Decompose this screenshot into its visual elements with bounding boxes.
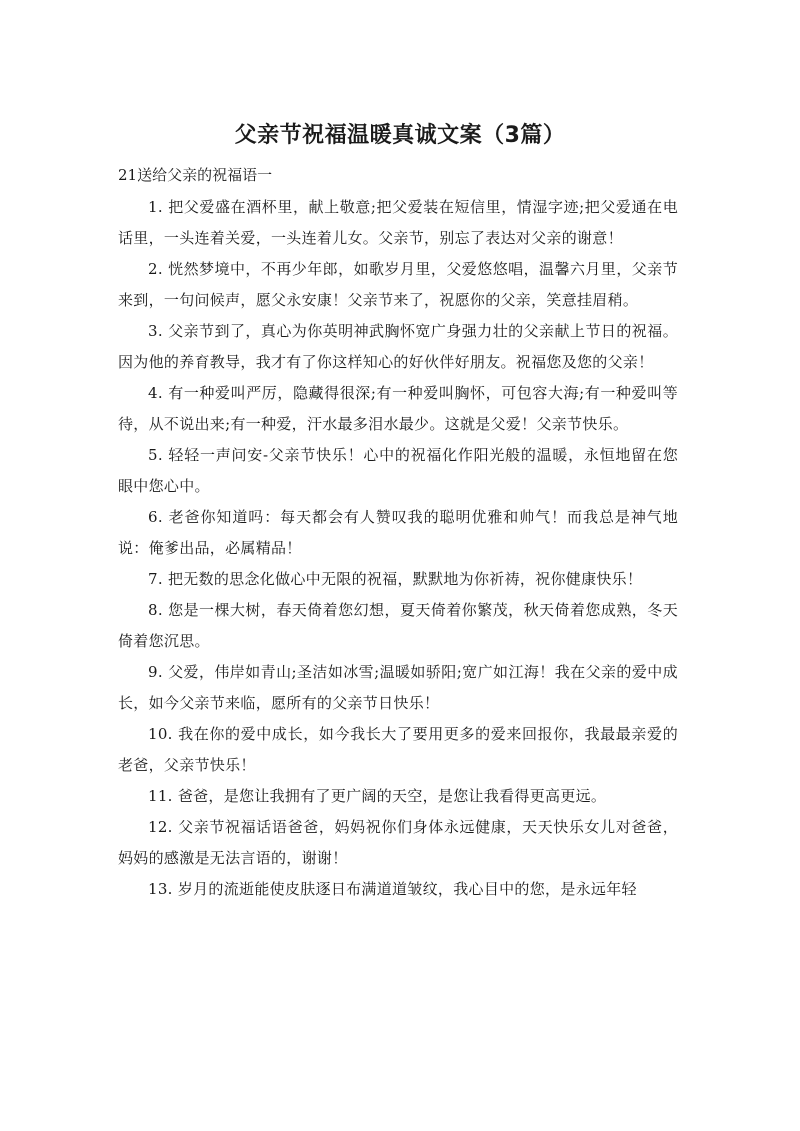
blessing-item-9: 9. 父爱，伟岸如青山;圣洁如冰雪;温暖如骄阳;宽广如江海！我在父亲的爱中成长，如今父亲节来临，愿所有的父亲节日快乐！	[118, 663, 678, 712]
blessing-item-2: 2. 恍然梦境中，不再少年郎，如歌岁月里，父爱悠悠唱，温馨六月里，父亲节来到，一句问候声，愿父永安康！父亲节来了，祝愿你的父亲，笑意挂眉稍。	[118, 260, 678, 309]
blessing-item-6: 6. 老爸你知道吗：每天都会有人赞叹我的聪明优雅和帅气！而我总是神气地说：俺爹出品，必属精品！	[118, 508, 678, 557]
section-heading: 21送给父亲的祝福语一	[118, 166, 273, 184]
blessing-item-10: 10. 我在你的爱中成长，如今我长大了要用更多的爱来回报你，我最最亲爱的老爸，父亲节快乐！	[118, 725, 678, 774]
blessing-item-13: 13. 岁月的流逝能使皮肤逐日布满道道皱纹，我心目中的您，是永远年轻	[148, 880, 637, 898]
blessing-item-8: 8. 您是一棵大树，春天倚着您幻想，夏天倚着你繁茂，秋天倚着您成熟，冬天倚着您沉思。	[118, 601, 678, 650]
blessing-item-12: 12. 父亲节祝福话语爸爸，妈妈祝你们身体永远健康，天天快乐女儿对爸爸，妈妈的感激是无法言语的，谢谢！	[118, 818, 678, 867]
blessing-item-11: 11. 爸爸，是您让我拥有了更广阔的天空，是您让我看得更高更远。	[148, 787, 607, 805]
blessing-item-1: 1. 把父爱盛在酒杯里，献上敬意;把父爱装在短信里，情湿字迹;把父爱通在电话里，一头连着关爱，一头连着儿女。父亲节，别忘了表达对父亲的谢意！	[118, 198, 678, 247]
blessing-item-3: 3. 父亲节到了，真心为你英明神武胸怀宽广身强力壮的父亲献上节日的祝福。因为他的养育教导，我才有了你这样知心的好伙伴好朋友。祝福您及您的父亲！	[118, 322, 678, 371]
document-title: 父亲节祝福温暖真诚文案（3篇）	[234, 123, 566, 148]
blessing-item-4: 4. 有一种爱叫严厉，隐藏得很深;有一种爱叫胸怀，可包容大海;有一种爱叫等待，从不说出来;有一种爱，汗水最多泪水最少。这就是父爱！父亲节快乐。	[118, 384, 678, 433]
blessing-list	[118, 192, 678, 905]
blessing-item-5: 5. 轻轻一声问安-父亲节快乐！心中的祝福化作阳光般的温暖，永恒地留在您眼中您心中。	[118, 446, 678, 495]
blessing-item-7: 7. 把无数的思念化做心中无限的祝福，默默地为你祈祷，祝你健康快乐！	[148, 570, 643, 588]
